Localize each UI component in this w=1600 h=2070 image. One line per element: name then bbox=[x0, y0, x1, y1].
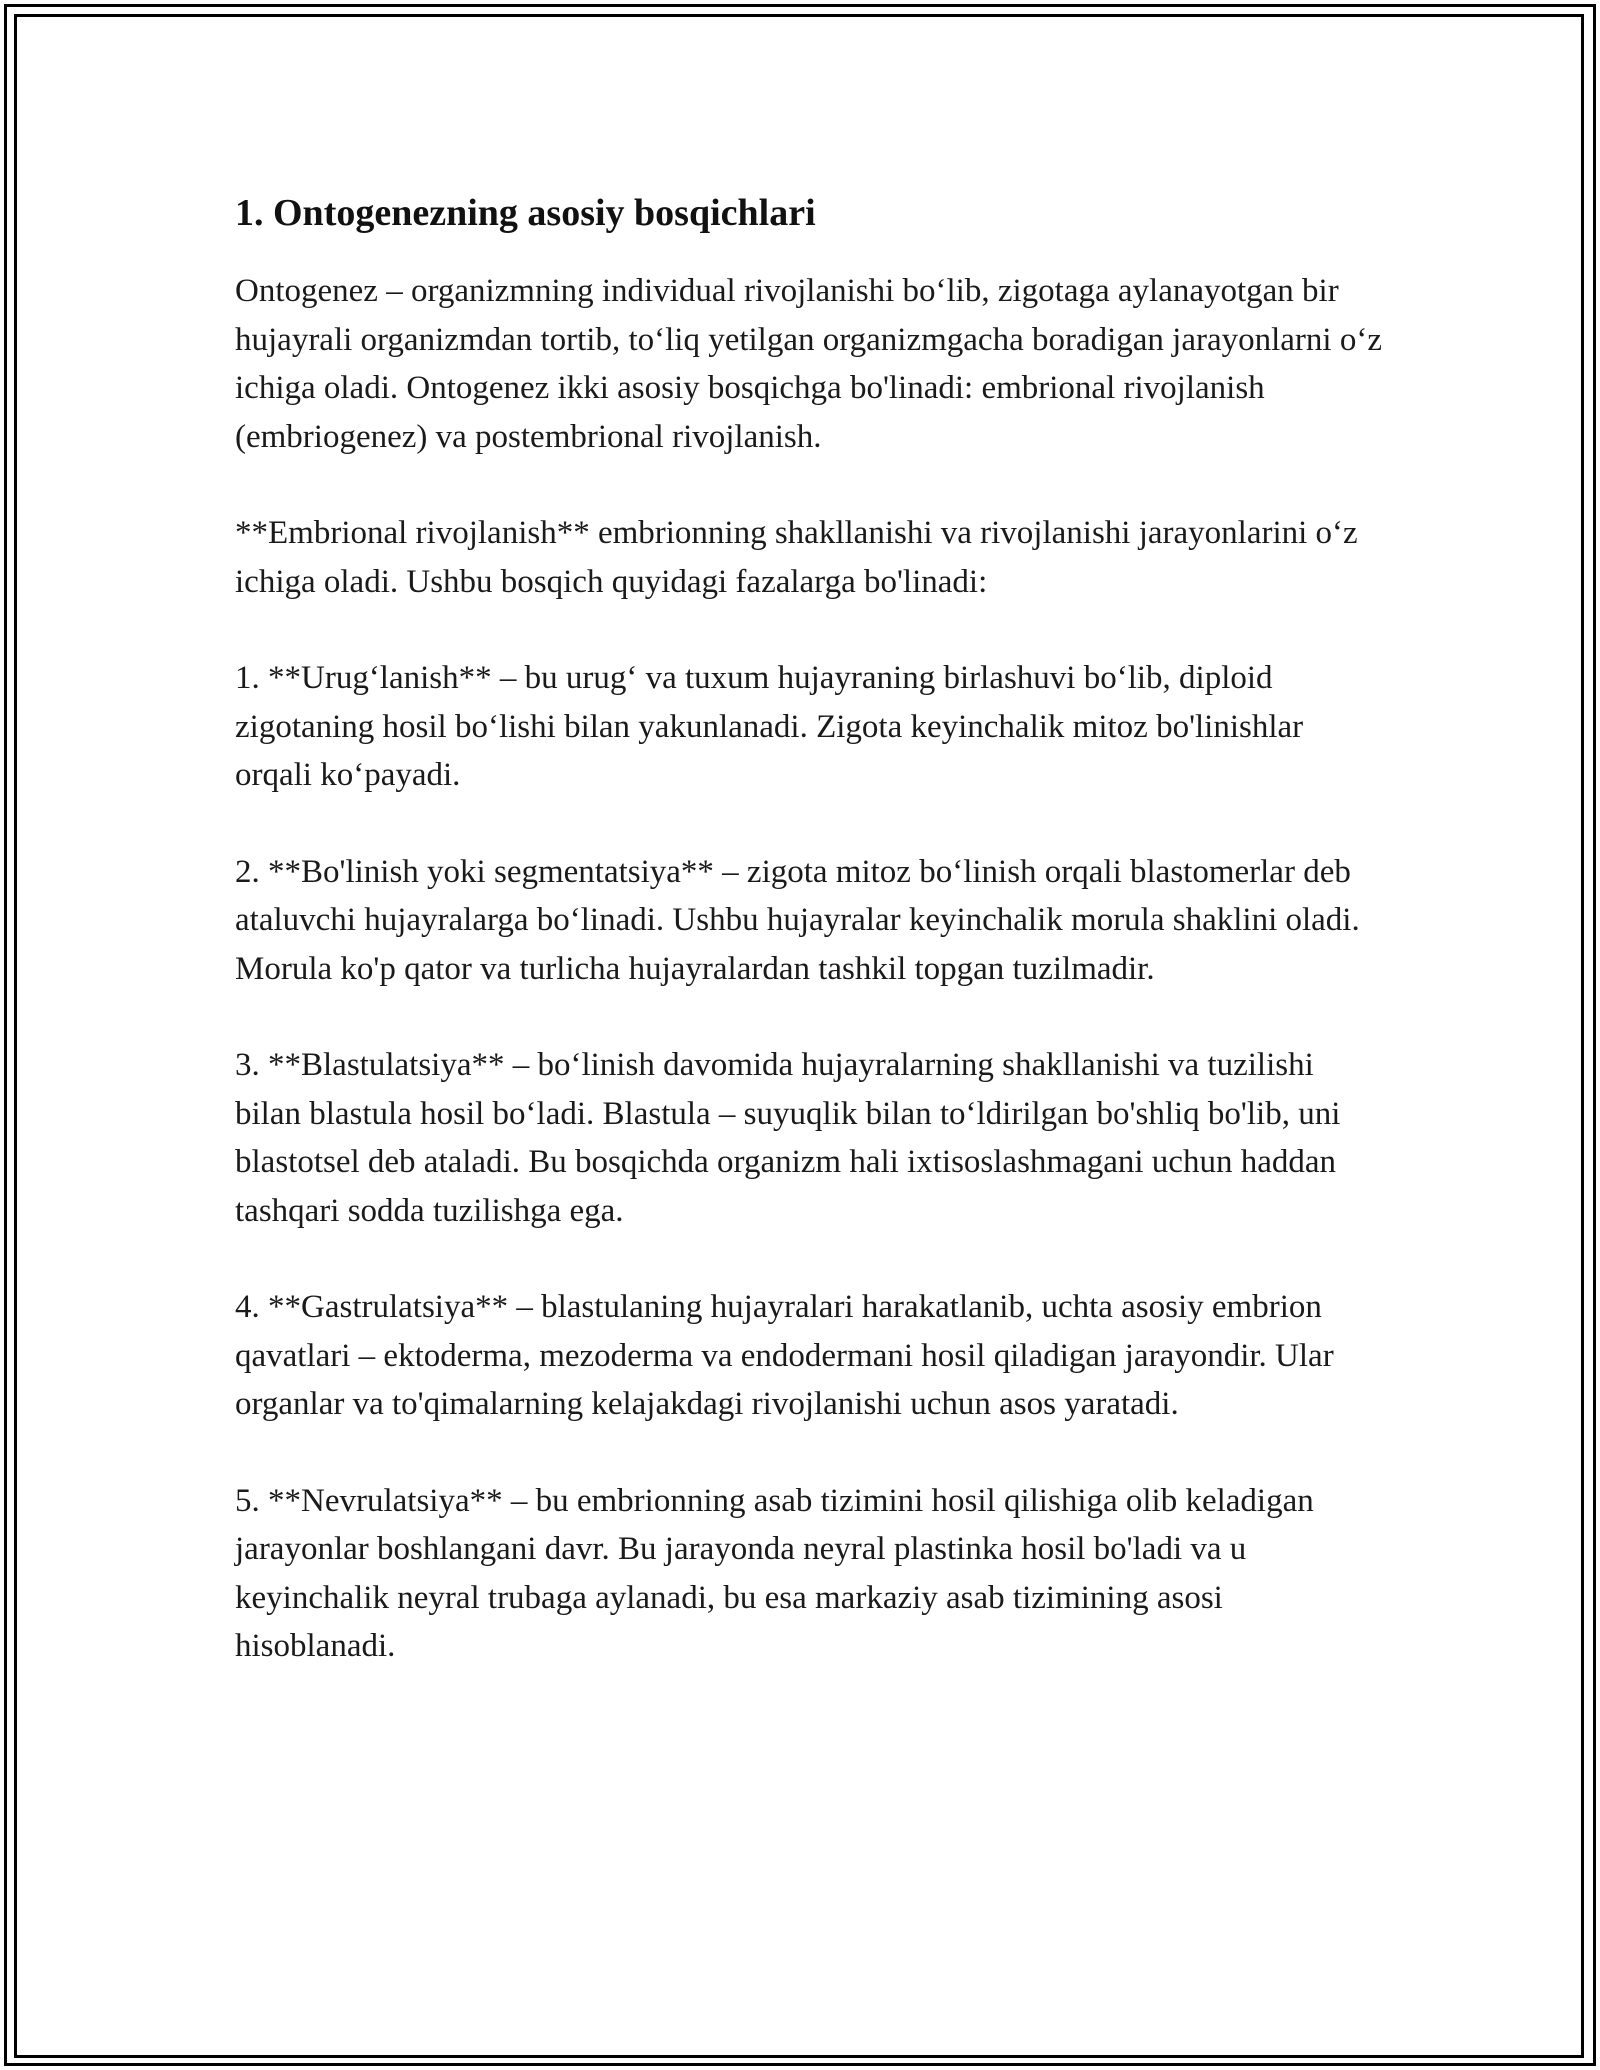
list-item-segmentation: 2. **Bo'linish yoki segmentatsiya** – zigota mitoz bo‘linish orqali blastomerlar deb ataluvchi hujayralarga bo‘linadi. Ushbu hujayralar keyinchalik morula shaklini oladi. Morula ko'p qator va turlicha hujayralardan tashkil topgan tuzilmadir. bbox=[235, 853, 1360, 987]
paragraph-intro: Ontogenez – organizmning individual rivojlanishi bo‘lib, zigotaga aylanayotgan bir hujayrali organizmdan tortib, to‘liq yetilgan organizmgacha boradigan jarayonlarni o‘z ichiga oladi. Ontogenez ikki asosiy bosqichga bo'linadi: embrional rivojlanish (embriogenez) va postembrional rivojlanish. bbox=[235, 273, 1382, 455]
section-heading: 1. Ontogenezning asosiy bosqichlari bbox=[235, 192, 816, 234]
paragraph-embryonic: **Embrional rivojlanish** embrionning shakllanishi va rivojlanishi jarayonlarini o‘z ichiga oladi. Ushbu bosqich quyidagi fazalarga bo'linadi: bbox=[235, 515, 1358, 600]
list-item-blastulation: 3. **Blastulatsiya** – bo‘linish davomida hujayralarning shakllanishi va tuzilishi bilan blastula hosil bo‘ladi. Blastula – suyuqlik bilan to‘ldirilgan bo'shliq bo'lib, uni blastotsel deb ataladi. Bu bosqichda organizm hali ixtisoslashmagani uchun haddan tashqari sodda tuzilishga ega. bbox=[235, 1047, 1341, 1229]
document-body bbox=[235, 187, 1385, 1671]
list-item-neurulation: 5. **Nevrulatsiya** – bu embrionning asab tizimini hosil qilishiga olib keladigan jarayonlar boshlangani davr. Bu jarayonda neyral plastinka hosil bo'ladi va u keyinchalik neyral trubaga aylanadi, bu esa markaziy asab tizimining asosi hisoblanadi. bbox=[235, 1482, 1314, 1664]
list-item-gastrulation: 4. **Gastrulatsiya** – blastulaning hujayralari harakatlanib, uchta asosiy embrion qavatlari – ektoderma, mezoderma va endodermani hosil qiladigan jarayondir. Ular organlar va to'qimalarning kelajakdagi rivojlanishi uchun asos yaratadi. bbox=[235, 1289, 1334, 1422]
list-item-fertilization: 1. **Urug‘lanish** – bu urug‘ va tuxum hujayraning birlashuvi bo‘lib, diploid zigotaning hosil bo‘lishi bilan yakunlanadi. Zigota keyinchalik mitoz bo'linishlar orqali ko‘payadi. bbox=[235, 660, 1304, 793]
